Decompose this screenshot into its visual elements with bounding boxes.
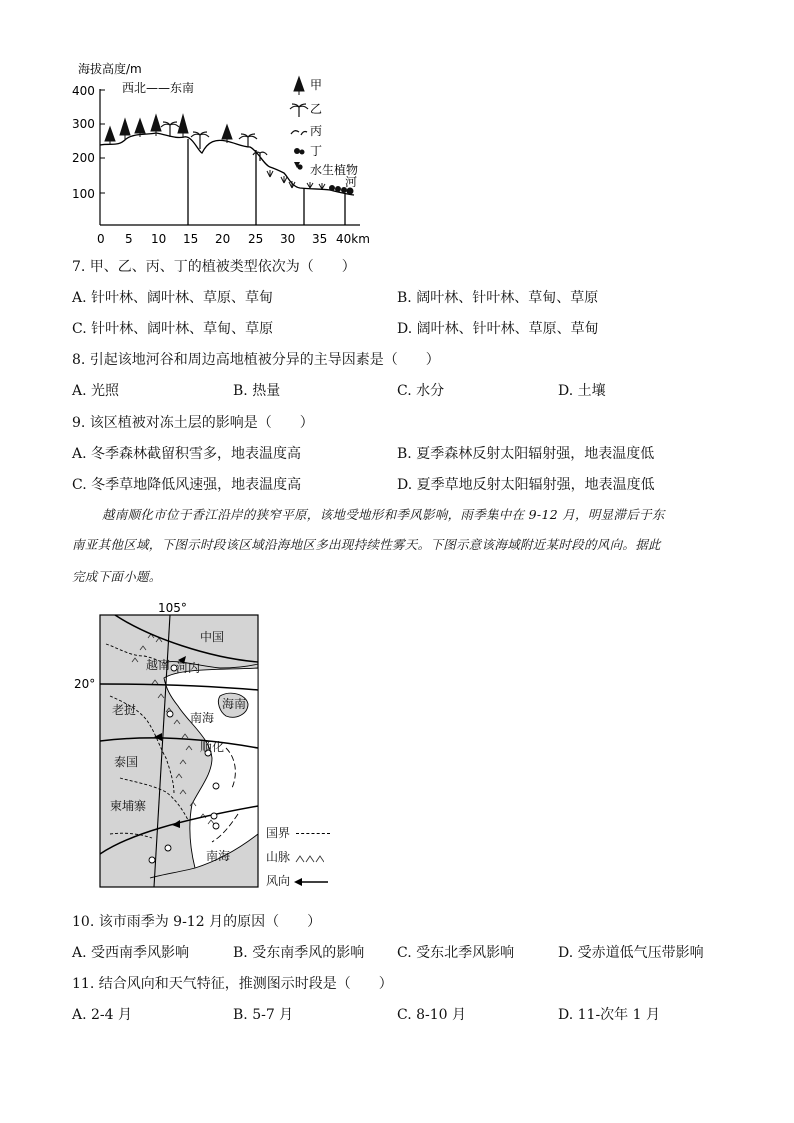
question-11-option-a[interactable]: A. 2-4 月 [72, 1007, 133, 1023]
question-11-stem: 11. 结合风向和天气特征，推测图示时段是（ ） [72, 976, 393, 992]
x-tick: 5 [125, 232, 133, 246]
place-label: 南海 [190, 711, 215, 725]
x-tick: 40km [336, 232, 370, 246]
place-label: 南海 [206, 849, 231, 863]
y-tick: 100 [72, 187, 95, 201]
question-10-option-b[interactable]: B. 受东南季风的影响 [233, 945, 365, 961]
place-label: 顺化 [200, 740, 225, 754]
river-label: 河 [345, 175, 358, 189]
elevation-profile-chart [60, 55, 380, 255]
passage-line-1: 越南顺化市位于香江沿岸的狭窄平原，该地受地形和季风影响，雨季集中在 9-12 月，明显滞后于东 [102, 507, 665, 522]
question-7-option-d[interactable]: D. 阔叶林、针叶林、草原、草甸 [397, 321, 599, 337]
place-label: 河内 [176, 661, 201, 675]
question-8-option-a[interactable]: A. 光照 [72, 383, 120, 399]
place-label: 海南 [222, 697, 247, 711]
x-tick-labels [97, 232, 370, 246]
city-marker [165, 845, 171, 851]
spruce-tree-icon [151, 115, 161, 136]
y-tick: 400 [72, 84, 95, 98]
city-marker [211, 813, 217, 819]
question-10-option-c[interactable]: C. 受东北季风影响 [397, 945, 515, 961]
question-9-option-d[interactable]: D. 夏季草地反射太阳辐射强，地表温度低 [397, 477, 655, 493]
question-9-stem: 9. 该区植被对冻土层的影响是（ ） [72, 415, 314, 431]
legend-label: 甲 [310, 78, 323, 92]
question-8-option-d[interactable]: D. 土壤 [558, 383, 606, 399]
question-10-option-a[interactable]: A. 受西南季风影响 [72, 945, 190, 961]
grass-tuft-icon [307, 182, 313, 188]
passage-line-3: 完成下面小题。 [72, 569, 162, 584]
question-10-stem: 10. 该市雨季为 9-12 月的原因（ ） [72, 914, 322, 930]
direction-label: 西北——东南 [122, 81, 195, 95]
question-8-option-c[interactable]: C. 水分 [397, 383, 445, 399]
question-11-option-d[interactable]: D. 11-次年 1 月 [558, 1007, 660, 1023]
y-tick: 200 [72, 151, 95, 165]
legend-label: 丙 [310, 124, 323, 138]
place-label: 越南 [146, 658, 171, 672]
x-tick: 25 [248, 232, 264, 246]
longitude-label: 105° [158, 601, 187, 615]
legend-label: 水生植物 [310, 163, 359, 177]
aquatic-plant-icon [294, 162, 303, 170]
x-tick: 15 [183, 232, 199, 246]
x-tick: 35 [312, 232, 328, 246]
map-legend [266, 824, 330, 896]
grass-tuft-icon [319, 183, 325, 189]
city-marker [149, 857, 155, 863]
question-9-option-a[interactable]: A. 冬季森林截留积雪多，地表温度高 [72, 446, 302, 462]
legend-wind: 风向 [266, 872, 330, 896]
question-8-option-b[interactable]: B. 热量 [233, 383, 281, 399]
place-label: 柬埔寨 [110, 799, 147, 813]
question-9-option-b[interactable]: B. 夏季森林反射太阳辐射强，地表温度低 [397, 446, 655, 462]
y-axis-title: 海拔高度/m [78, 62, 142, 76]
x-tick: 10 [151, 232, 167, 246]
passage-line-2: 南亚其他区域，下图示时段该区域沿海地区多出现持续性雾天。下图示意该海域附近某时段的风向。据此 [72, 537, 661, 552]
question-7-option-c[interactable]: C. 针叶林、阔叶林、草甸、草原 [72, 321, 274, 337]
question-7-option-b[interactable]: B. 阔叶林、针叶林、草甸、草原 [397, 290, 599, 306]
question-7-option-a[interactable]: A. 针叶林、阔叶林、草原、草甸 [72, 290, 274, 306]
latitude-label: 20° [74, 677, 96, 691]
legend-border: 国界 [266, 824, 330, 848]
shrub-icon [294, 148, 305, 155]
dashed-line-icon [296, 833, 330, 834]
question-10-option-d[interactable]: D. 受赤道低气压带影响 [558, 945, 704, 961]
question-11-option-b[interactable]: B. 5-7 月 [233, 1007, 294, 1023]
place-label: 泰国 [114, 755, 139, 769]
place-label: 中国 [200, 630, 225, 644]
question-11-option-c[interactable]: C. 8-10 月 [397, 1007, 467, 1023]
legend-mountain: 山脉 [266, 848, 330, 872]
shrub-icon [330, 186, 335, 191]
palm-tree-icon [253, 152, 267, 161]
city-marker [213, 823, 219, 829]
palm-tree-icon [290, 104, 308, 117]
legend-label: 乙 [310, 102, 323, 116]
city-marker [167, 711, 173, 717]
grass-tuft-icon [281, 176, 287, 183]
shrub-icon [336, 187, 341, 192]
spruce-tree-icon [105, 127, 115, 145]
grass-tuft-icon [291, 131, 307, 135]
grass-tuft-icon [289, 181, 295, 188]
vegetation-legend [290, 77, 358, 189]
question-8-stem: 8. 引起该地河谷和周边高地植被分异的主导因素是（ ） [72, 352, 440, 368]
y-tick: 300 [72, 117, 95, 131]
question-9-option-c[interactable]: C. 冬季草地降低风速强，地表温度高 [72, 477, 302, 493]
x-tick: 0 [97, 232, 105, 246]
legend-label: 丁 [310, 144, 323, 158]
city-marker [213, 783, 219, 789]
question-7-stem: 7. 甲、乙、丙、丁的植被类型依次为（ ） [72, 259, 356, 275]
x-tick: 20 [215, 232, 231, 246]
arrow-left-icon [294, 877, 330, 887]
x-tick: 30 [280, 232, 296, 246]
spruce-tree-icon [178, 115, 188, 138]
spruce-tree-icon [294, 77, 304, 95]
place-label: 老挝 [112, 703, 137, 717]
grass-tuft-icon [267, 170, 273, 177]
mountain-icon [294, 853, 324, 863]
